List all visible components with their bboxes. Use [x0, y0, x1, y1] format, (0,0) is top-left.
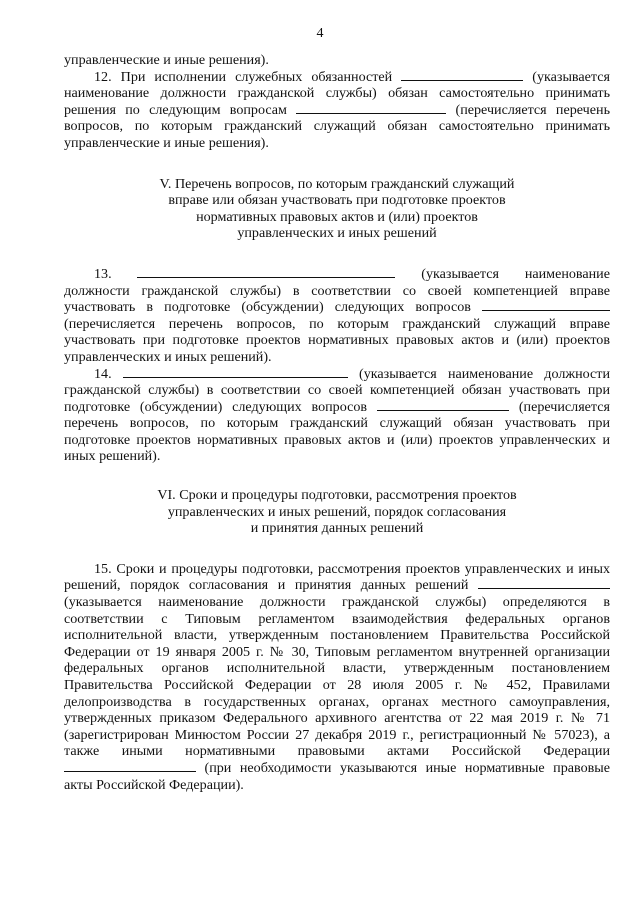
p15-text-b: (указывается наименование должности гражданской службы) определяются в соответствии с Типовым регламентом взаимодействия федеральных органов исполнительной власти, утвержденным постановлением Правительства Российской Федерации от 19 января 2005 г. № 30, Типовым регламентом внутренней организации федеральных органов исполнительной власти, утвержденным постановлением Правительства Российской Федерации от 28 июля 2005 г. № 452, Правилами делопроизводства в государственных органах, органах местного самоуправления, утвержденных приказом Федерального архивного агентства от 22 мая 2019 г. № 71 (зарегистрирован Минюстом России 27 декабря 2019 г., регистрационный № 57023), а также иными нормативными правовыми актами Российской Федерации [64, 594, 610, 760]
section-5-heading-line-1: V. Перечень вопросов, по которым гражданский служащий [159, 175, 515, 192]
section-6-heading-line-3: и принятия данных решений [250, 520, 424, 537]
section-6-heading-line-2: управленческих и иных решений, порядок согласования [167, 503, 507, 520]
paragraph-12 [64, 69, 610, 152]
blank-line [296, 103, 446, 114]
p13-text-a: 13. [94, 265, 112, 282]
page-content [64, 52, 610, 793]
section-5-heading-line-4: управленческих и иных решений [237, 225, 437, 242]
blank-line [64, 761, 196, 772]
p14-text-a: 14. [94, 365, 112, 382]
paragraph-13 [64, 266, 610, 366]
p15-text-c: (при необходимости указываются иные нормативные правовые акты Российской Федерации). [64, 759, 610, 793]
p12-text-c: (перечисляется перечень вопросов, по которым гражданский служащий обязан самостоятельно принимать управленческие и иные решения). [64, 101, 610, 151]
page-number: 4 [316, 26, 324, 41]
p14-text-c: (перечисляется перечень вопросов, по которым гражданский служащий обязан участвовать при подготовке проектов нормативных правовых актов и (или) проектов управленческих и иных решений). [64, 398, 610, 465]
section-5-heading-line-3: нормативных правовых актов и (или) проектов [196, 208, 478, 225]
section-5-heading-line-2: вправе или обязан участвовать при подготовке проектов [168, 192, 506, 209]
p13-text-c: (перечисляется перечень вопросов, по которым гражданский служащий вправе участвовать при подготовке проектов нормативных правовых актов и (или) проектов управленческих и иных решений). [64, 315, 610, 365]
p12-text-a: 12. При исполнении служебных обязанностей [94, 68, 393, 85]
blank-line [478, 578, 610, 589]
paragraph-15 [64, 561, 610, 793]
blank-line [123, 367, 348, 378]
p14-text-b: (указывается наименование должности гражданской службы) в соответствии со своей компетенцией обязан участвовать при подготовке (обсуждении) следующих вопросов [64, 365, 610, 415]
blank-line [401, 70, 523, 81]
p15-text-a: 15. Сроки и процедуры подготовки, рассмотрения проектов управленческих и иных решений, порядок согласования и принятия данных решений [64, 560, 610, 594]
p13-text-b: (указывается наименование должности гражданской службы) в соответствии со своей компетенцией вправе участвовать в подготовке (обсуждении) следующих вопросов [64, 265, 610, 316]
lead-line: управленческие и иные решения). [64, 52, 269, 68]
p12-text-b: (указывается наименование должности гражданской службы) обязан самостоятельно принимать решения по следующим вопросам [64, 68, 610, 118]
blank-line [377, 400, 509, 411]
section-6-heading-line-1: VI. Сроки и процедуры подготовки, рассмотрения проектов [157, 487, 517, 504]
paragraph-14 [64, 366, 610, 466]
blank-line [137, 267, 395, 278]
blank-line [482, 300, 610, 311]
